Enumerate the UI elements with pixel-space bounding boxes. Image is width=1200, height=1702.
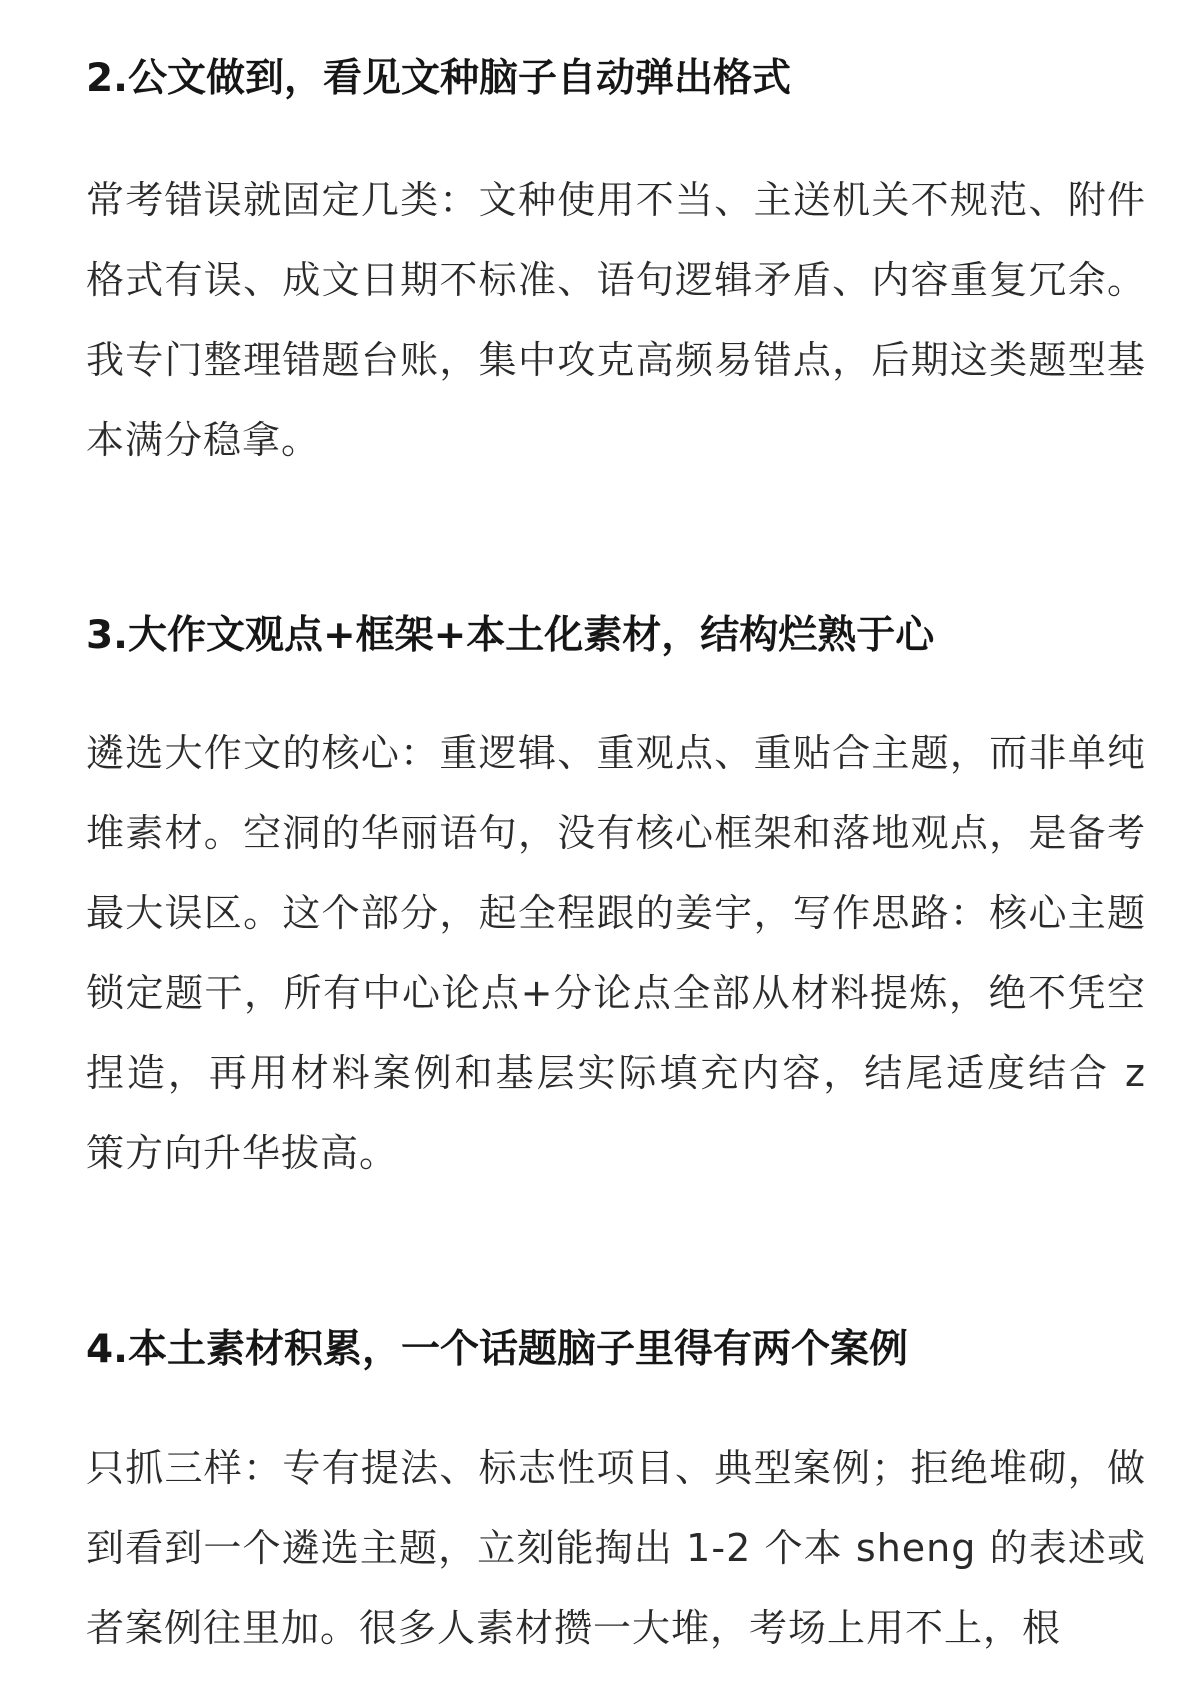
section-3-heading: 3.大作文观点+框架+本土化素材，结构烂熟于心 bbox=[86, 613, 935, 658]
section-4-body: 只抓三样：专有提法、标志性项目、典型案例；拒绝堆砌，做到看到一个遴选主题，立刻能掏出 1-2 个本 sheng 的表述或者案例往里加。很多人素材攒一大堆，考场上用不上，根 bbox=[86, 1446, 1146, 1650]
section-2-heading: 2.公文做到，看见文种脑子自动弹出格式 bbox=[86, 56, 791, 101]
section-4-heading: 4.本土素材积累，一个话题脑子里得有两个案例 bbox=[86, 1327, 908, 1372]
section-2-body: 常考错误就固定几类：文种使用不当、主送机关不规范、附件格式有误、成文日期不标准、语句逻辑矛盾、内容重复冗余。我专门整理错题台账，集中攻克高频易错点，后期这类题型基本满分稳拿。 bbox=[86, 178, 1146, 462]
section-3-body: 遴选大作文的核心：重逻辑、重观点、重贴合主题，而非单纯堆素材。空洞的华丽语句，没有核心框架和落地观点，是备考最大误区。这个部分，起全程跟的姜宇，写作思路：核心主题锁定题干，所有中心论点+分论点全部从材料提炼，绝不凭空捏造，再用材料案例和基层实际填充内容，结尾适度结合 z 策方向升华拔高。 bbox=[86, 731, 1146, 1175]
